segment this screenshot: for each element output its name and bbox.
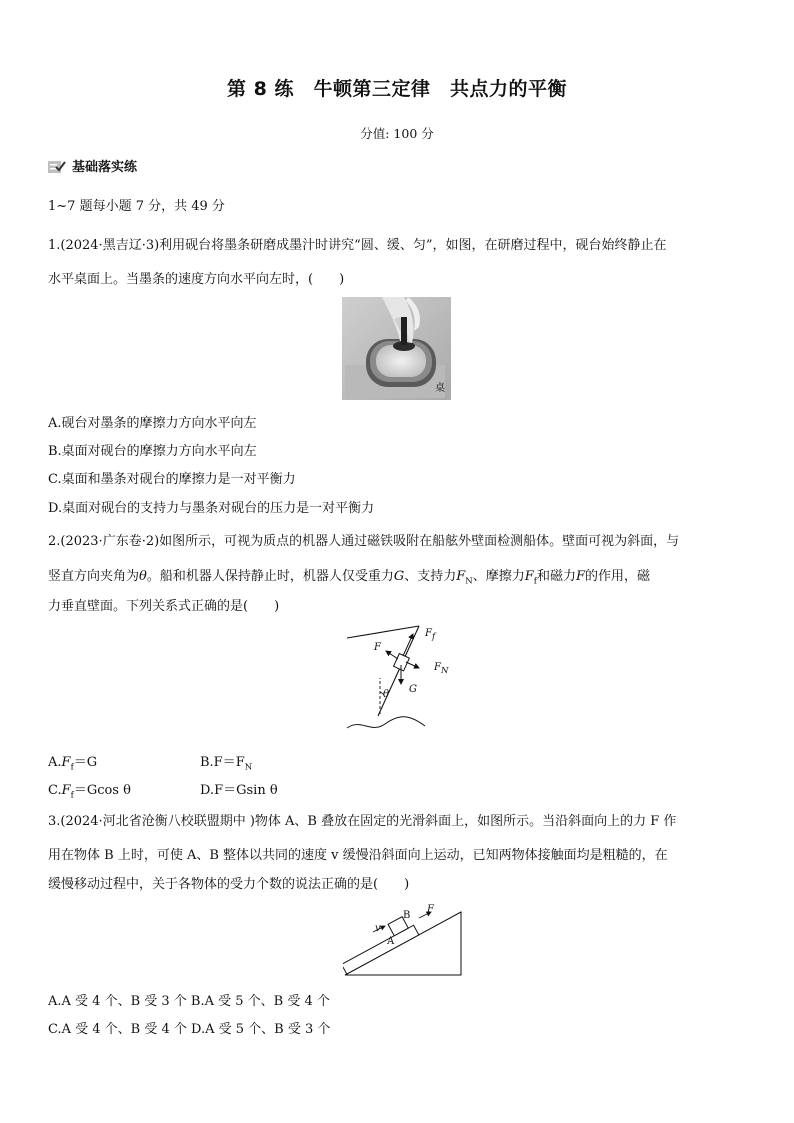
q3-label-v: v: [375, 923, 381, 934]
q3-incline-diagram: [343, 898, 465, 978]
q1-option-b: B.桌面对砚台的摩擦力方向水平向左: [48, 444, 257, 459]
q1-stem-line2: 水平桌面上。当墨条的速度方向水平向左时，( ): [48, 272, 345, 287]
q2-option-d: D.F＝Gsin θ: [200, 783, 278, 798]
intro-text: 1~7 题每小题 7 分，共 49 分: [48, 199, 225, 214]
q1-stem-line1: 1.(2024·黑吉辽·3)利用砚台将墨条研磨成墨汁时讲究“圆、缓、匀”，如图，在研磨过程中，砚台始终静止在: [48, 238, 667, 253]
q1-photo-label: 桌: [435, 383, 445, 394]
q2-stem-line2: 竖直方向夹角为θ。船和机器人保持静止时，机器人仅受重力G、支持力$F_N$、摩擦力$F_f$和磁力F的作用，磁: [48, 569, 650, 587]
q1-option-a: A.砚台对墨条的摩擦力方向水平向左: [48, 416, 257, 431]
q3-stem-line1: 3.(2024·河北省沧衡八校联盟期中 )物体 A、B 叠放在固定的光滑斜面上，如图所示。当沿斜面向上的力 F 作: [48, 814, 677, 829]
q2-force-diagram: [343, 622, 458, 734]
section-heading: [48, 156, 137, 178]
q2-option-b: $B.F=F_N$: [200, 755, 253, 773]
q1-inkstone-photo: [342, 297, 451, 400]
q2-label-f: F: [374, 642, 381, 653]
q2-label-fn: $F_N$: [434, 662, 449, 676]
section-title: 基础落实练: [72, 160, 138, 175]
q3-options-cd: C.A 受 4 个、B 受 4 个 D.A 受 5 个、B 受 3 个: [48, 1022, 331, 1037]
q2-stem-line1: 2.(2023·广东卷·2)如图所示，可视为质点的机器人通过磁铁吸附在船舷外壁面检测船体。壁面可视为斜面，与: [48, 534, 680, 549]
q1-option-c: C.桌面和墨条对砚台的摩擦力是一对平衡力: [48, 472, 296, 487]
q3-stem-line2: 用在物体 B 上时，可使 A、B 整体以共同的速度 v 缓慢沿斜面向上运动，已知两物体接触面均是粗糙的，在: [48, 848, 668, 863]
q2-label-theta: θ: [383, 689, 390, 700]
q3-options-ab: A.A 受 4 个、B 受 3 个 B.A 受 5 个、B 受 4 个: [48, 994, 330, 1009]
q3-label-a: A: [387, 936, 395, 947]
page-title: 第 8 练 牛顿第三定律 共点力的平衡: [227, 78, 567, 100]
q3-stem-line3: 缓慢移动过程中，关于各物体的受力个数的说法正确的是( ): [48, 877, 410, 892]
q3-label-b: B: [403, 910, 411, 921]
q2-option-a: $A.F_f=G$: [48, 755, 98, 773]
q2-label-ff: $F_f$: [425, 628, 436, 642]
q2-stem-line3: 力垂直壁面。下列关系式正确的是( ): [48, 599, 280, 614]
q2-option-c: $C.F_f=Gcos$ θ: [48, 783, 131, 801]
q3-label-f: F: [427, 904, 434, 915]
q1-option-d: D.桌面对砚台的支持力与墨条对砚台的压力是一对平衡力: [48, 501, 375, 516]
score-text: 分值: 100 分: [360, 126, 434, 141]
q2-label-g: G: [409, 684, 417, 695]
checklist-icon: [48, 160, 66, 178]
